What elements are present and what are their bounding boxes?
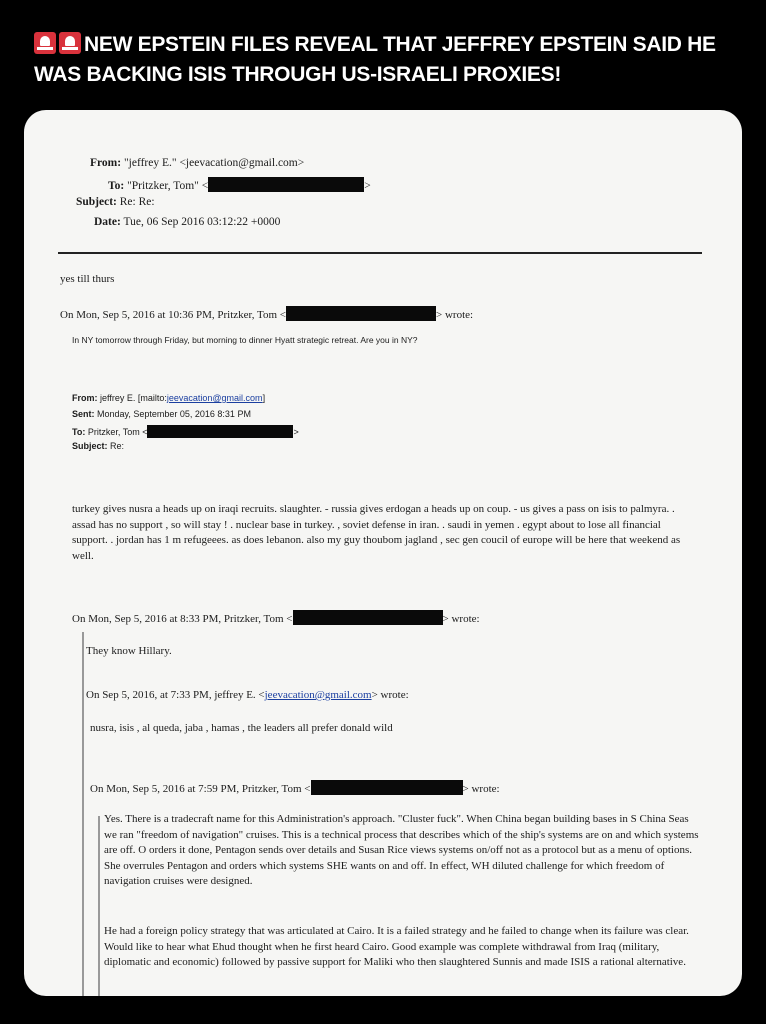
quoted-message-6: He had a foreign policy strategy that was articulated at Cairo. It is a failed strategy and he failed to change when its failure was clear. Would like to hear what Ehud thought when he first heard Cairo. Good example was complete withdrawal from Iraq (military, diplomatic and economic) followed by passive support for Maliki who then slaughtered Sunnis and made ISIS a rational alternative. (104, 925, 689, 968)
header-divider (58, 252, 702, 254)
quote-bar (82, 632, 84, 996)
quote-attribution-4: On Mon, Sep 5, 2016 at 7:59 PM, Pritzker, Tom < > wrote: (90, 780, 500, 795)
header-to-value: "Pritzker, Tom" < (127, 180, 209, 192)
fwd-from-row: From: jeffrey E. [mailto:jeevacation@gmail.com] (72, 393, 266, 403)
redaction-bar (293, 610, 443, 625)
quote-bar (98, 816, 100, 996)
email-link[interactable]: jeevacation@gmail.com (166, 393, 263, 403)
redaction-bar (311, 780, 463, 795)
fwd-subject-row: Subject: Re: (72, 441, 125, 451)
quoted-message-5: Yes. There is a tradecraft name for this Administration's approach. "Cluster fuck". When China began building bases in S China Seas we ran "freedom of navigation" cruises. This is a technical process that describes which of the ship's systems are on and which systems are off. O orders it done, Pentagon sends over details and Susan Rice views systems on/off not as a protocol but as a menu of options. She overrules Pentagon and orders which systems SHE wants on and off. In effect, WH diluted challenge for which freedom of navigation cruises were designed. (104, 813, 699, 887)
quote-attribution-3: On Sep 5, 2016, at 7:33 PM, jeffrey E. <jeevacation@gmail.com> wrote: (86, 689, 409, 701)
header-subject-value: Re: Re: (119, 196, 155, 208)
quoted-message-1: In NY tomorrow through Friday, but morning to dinner Hyatt strategic retreat. Are you in NY? (72, 335, 418, 345)
headline-text: NEW EPSTEIN FILES REVEAL THAT JEFFREY EPSTEIN SAID HE WAS BACKING ISIS THROUGH US-ISRAELI PROXIES! (34, 33, 716, 86)
header-from-value: "jeffrey E." <jeevacation@gmail.com> (123, 157, 305, 169)
reply-text-1: yes till thurs (60, 273, 115, 285)
quote-attribution-2: On Mon, Sep 5, 2016 at 8:33 PM, Pritzker, Tom < > wrote: (72, 610, 480, 625)
header-from-row: From: "jeffrey E." <jeevacation@gmail.com> (90, 157, 305, 169)
header-to-row: To: "Pritzker, Tom" < > (108, 177, 371, 192)
redaction-bar (208, 177, 364, 192)
redaction-bar (147, 425, 293, 438)
quoted-message-4: nusra, isis , al queda, jaba , hamas , the leaders all prefer donald wild (90, 722, 393, 734)
header-date-value: Tue, 06 Sep 2016 03:12:22 +0000 (123, 216, 281, 228)
header-subject-row: Subject: Re: Re: (76, 196, 155, 208)
post-headline (34, 30, 744, 90)
document-card (24, 110, 742, 996)
fwd-to-row: To: Pritzker, Tom < > (72, 427, 299, 437)
header-date-row: Date: Tue, 06 Sep 2016 03:12:22 +0000 (94, 216, 281, 228)
rotating-light-icon (59, 32, 81, 54)
redaction-bar (286, 306, 436, 321)
fwd-sent-row: Sent: Monday, September 05, 2016 8:31 PM (72, 409, 251, 419)
email-document (24, 110, 742, 996)
quote-attribution-1: On Mon, Sep 5, 2016 at 10:36 PM, Pritzker, Tom < > wrote: (60, 306, 473, 321)
message-body-2: turkey gives nusra a heads up on iraqi recruits. slaughter. - russia gives erdogan a heads up on coup. - us gives a pass on isis to palmyra. . assad has no support , so will stay ! . nuclear base in turkey. , soviet defense in iran. . saudi in yemen . egypt about to lose all financial support. . jordan has 1 m refugeees. as does lebanon. also my guy thoubom jagland , sec gen coucil of europe will be here that weekend as well. (72, 503, 681, 562)
quoted-message-3: They know Hillary. (86, 645, 172, 657)
rotating-light-icon (34, 32, 56, 54)
email-link[interactable]: jeevacation@gmail.com (264, 689, 372, 701)
